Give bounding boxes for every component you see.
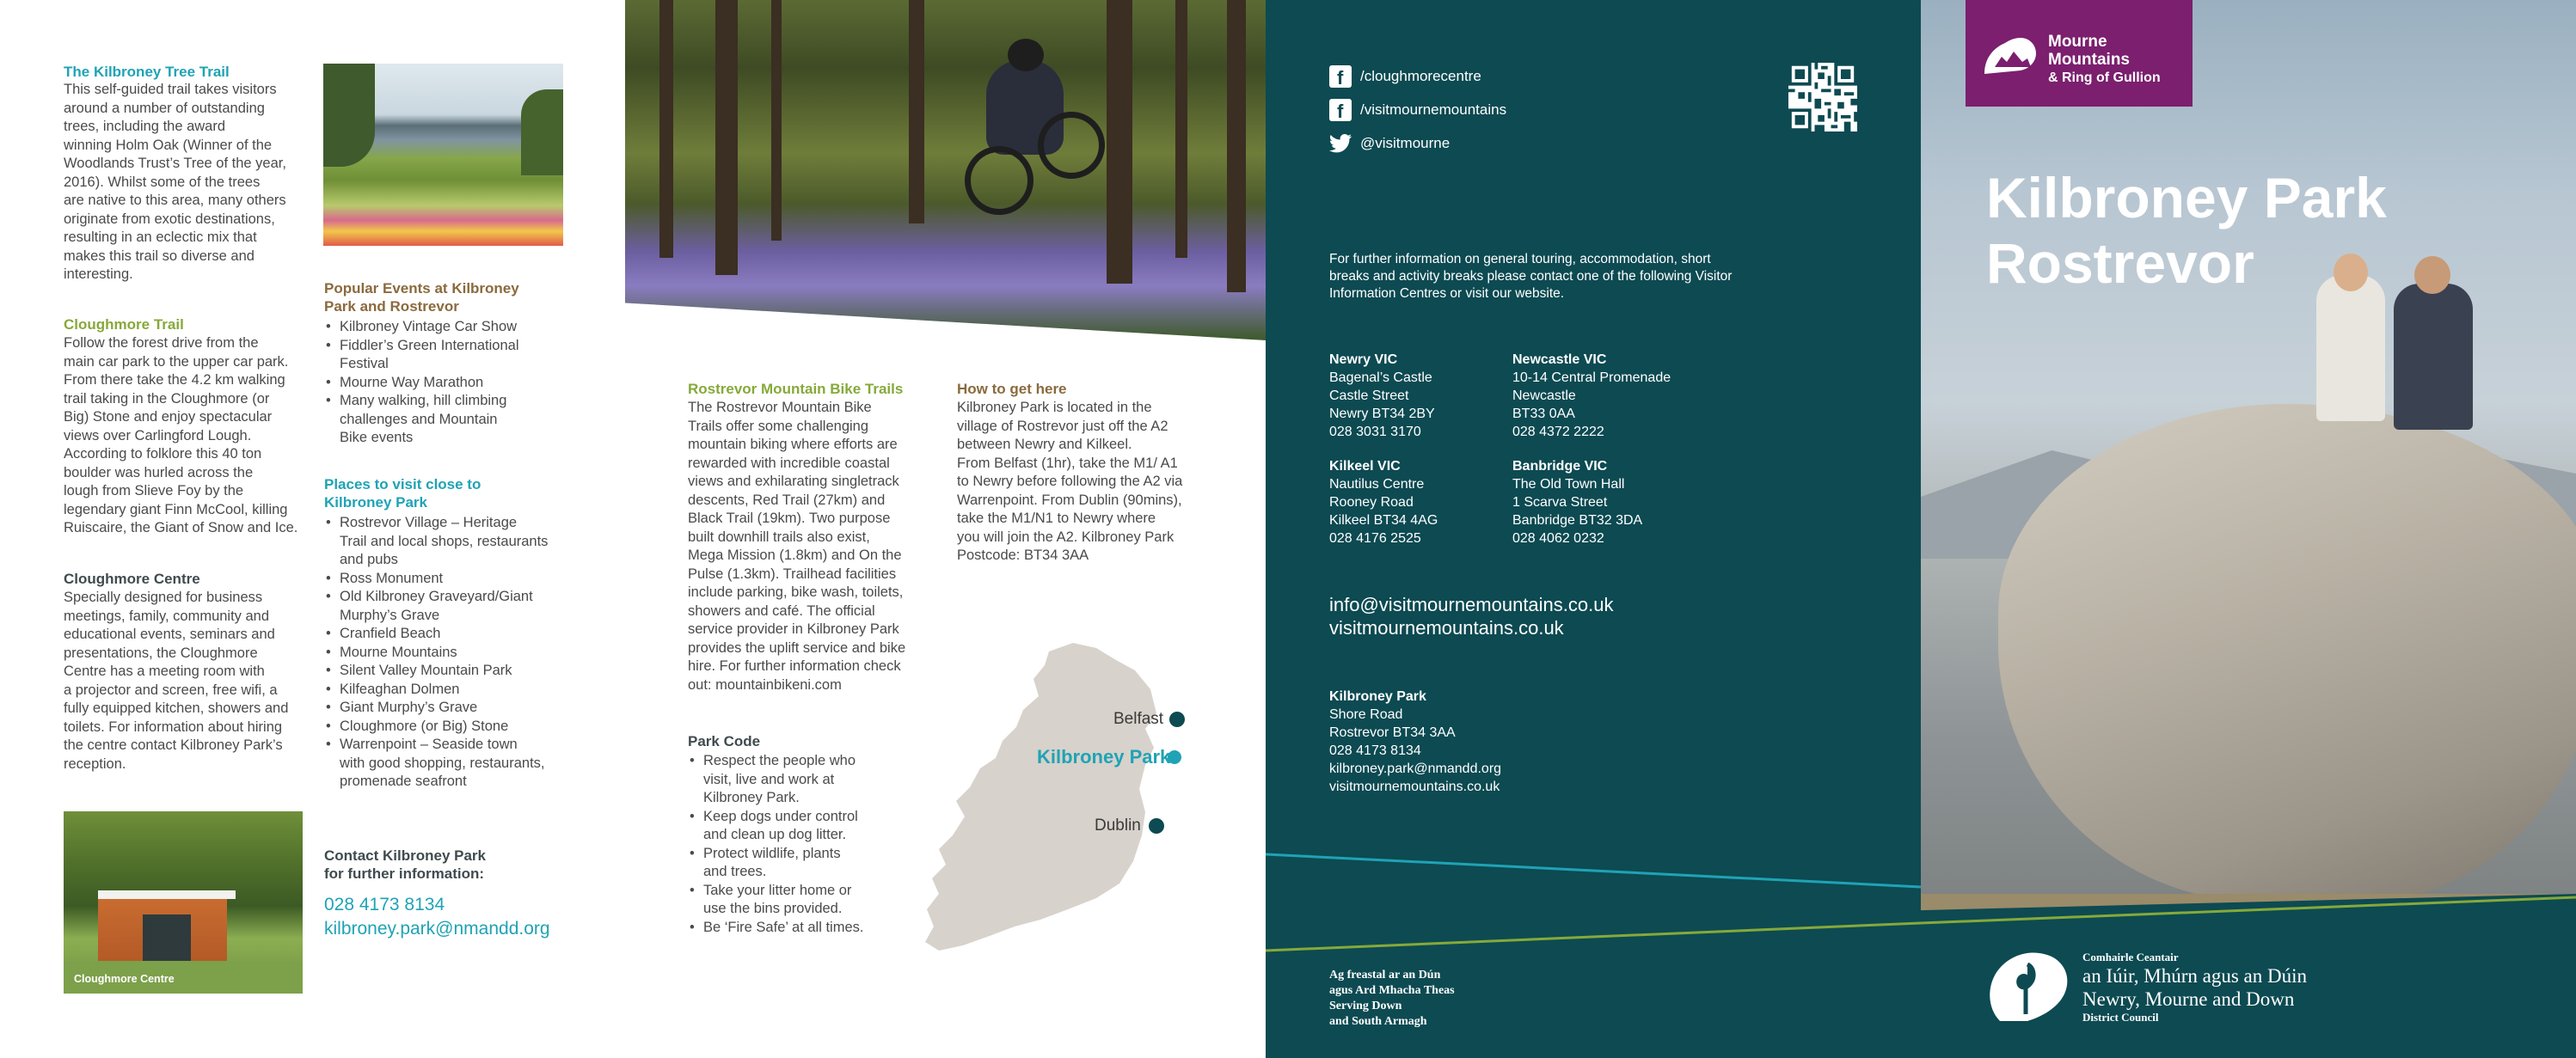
vic-newcastle: Newcastle VIC 10-14 Central Promenade Newcastle BT33 0AA 028 4372 2222 bbox=[1512, 352, 1671, 439]
council-logo-icon bbox=[1983, 944, 2072, 1026]
directions-heading: How to get here bbox=[957, 381, 1067, 397]
mountains-logo-icon bbox=[1983, 33, 2038, 77]
lake-garden-photo bbox=[323, 64, 563, 246]
list-item: • Kilfeaghan Dolmen bbox=[324, 681, 573, 700]
bike-trails-heading: Rostrevor Mountain Bike Trails bbox=[688, 381, 904, 397]
list-item: • Cranfield Beach bbox=[324, 625, 573, 644]
vic-kilkeel: Kilkeel VIC Nautilus Centre Rooney Road Kilkeel BT34 4AG 028 4176 2525 bbox=[1329, 459, 1438, 546]
list-item: • Many walking, hill climbing challenges and Mountain Bike events bbox=[324, 392, 565, 448]
vic-intro: For further information on general touring, accommodation, short breaks and activity breaks please contact one of the following Visitor Information Centres or visit our website. bbox=[1329, 252, 1733, 301]
panel-cover bbox=[1921, 0, 2576, 1058]
list-item: • Mourne Mountains bbox=[324, 644, 573, 663]
list-item: • Rostrevor Village – Heritage Trail and local shops, restaurants and pubs bbox=[324, 514, 573, 570]
vic-email-link[interactable]: info@visitmournemountains.co.uk bbox=[1329, 594, 1614, 615]
cloughmore-centre-text: Specially designed for business meetings, family, community and educational events, seminars and presentations, the Cloughmore Centre has a meeting room with a projector and screen, free wifi, a fully equipped kitchen, showers and toilets. For information about hiring the centre contact Kilbroney Park’s reception. bbox=[64, 590, 289, 772]
directions-text: Kilbroney Park is located in the village of Rostrevor just off the A2 between Newry and Kilkeel. From Belfast (1hr), take the M1/ A1 to Newry before following the A2 via Warrenpoint. From Dublin (90mins), take the M1/N1 to Newry where you will join the A2. Kilbroney Park Postcode: BT34 3AA bbox=[957, 400, 1183, 563]
social-visitmourne-facebook[interactable]: /visitmournemountains bbox=[1360, 101, 1507, 118]
facebook-icon[interactable]: f bbox=[1329, 99, 1352, 121]
cloughmore-centre-photo bbox=[64, 811, 303, 994]
list-item: • Protect wildlife, plants and trees. bbox=[688, 845, 886, 882]
cloughmore-centre-heading: Cloughmore Centre bbox=[64, 571, 200, 587]
social-twitter[interactable]: @visitmourne bbox=[1360, 135, 1451, 151]
vic-banbridge: Banbridge VIC The Old Town Hall 1 Scarva Street Banbridge BT32 3DA 028 4062 0232 bbox=[1512, 459, 1643, 546]
twitter-icon[interactable] bbox=[1329, 134, 1352, 153]
bike-trails-text: The Rostrevor Mountain Bike Trails offer some challenging mountain biking where efforts are rewarded with incredible coastal views and exhilarating singletrack descents, Red Trail (27km) and Black Trail (19km). Two purpose built downhill trails also exist, Mega Mission (1.8km) and On the Pulse (1.3km). Trailhead facilities include parking, bike wash, toilets, showers and café. The official service provider in Kilbroney Park provides the uplift service and bike hire. For further information check out: mountainbikeni.com bbox=[688, 400, 906, 693]
list-item: • Take your litter home or use the bins provided. bbox=[688, 882, 886, 919]
contact-phone[interactable]: 028 4173 8134 bbox=[324, 895, 445, 914]
person-shape bbox=[2316, 275, 2385, 421]
person-shape bbox=[2394, 284, 2473, 430]
list-item: • Respect the people who visit, live and work at Kilbroney Park. bbox=[688, 752, 886, 808]
tree-trail-heading: The Kilbroney Tree Trail bbox=[64, 64, 230, 80]
mountain-bike-photo bbox=[625, 0, 1266, 340]
kilbroney-park-address: Kilbroney Park Shore Road Rostrevor BT34 3AA 028 4173 8134 kilbroney.park@nmandd.org visitmournemountains.co.uk bbox=[1329, 689, 1502, 794]
ireland-outline bbox=[925, 643, 1156, 951]
dublin-marker bbox=[1149, 818, 1164, 834]
places-list bbox=[324, 514, 573, 792]
list-item: • Kilbroney Vintage Car Show bbox=[324, 318, 565, 337]
list-item: • Silent Valley Mountain Park bbox=[324, 662, 573, 681]
list-item: • Mourne Way Marathon bbox=[324, 374, 565, 393]
mourne-logo bbox=[1966, 0, 2193, 107]
vic-newry: Newry VIC Bagenal’s Castle Castle Street Newry BT34 2BY 028 3031 3170 bbox=[1329, 352, 1435, 439]
list-item: • Fiddler’s Green International Festival bbox=[324, 337, 565, 374]
social-cloughmore[interactable]: /cloughmorecentre bbox=[1360, 68, 1481, 84]
places-heading: Places to visit close to Kilbroney Park bbox=[324, 476, 481, 511]
events-list bbox=[324, 318, 565, 448]
list-item: • Keep dogs under control and clean up dog litter. bbox=[688, 808, 886, 845]
ireland-map bbox=[920, 636, 1212, 971]
tree-trail-text: This self-guided trail takes visitors around a number of outstanding trees, including the award winning Holm Oak (Winner of the Woodlands Trust’s Tree of the year, 2016). Whilst some of the trees are native to this area, many others originate from exotic destinations, resulting in an eclectic mix that makes this trail so diverse and interesting. bbox=[64, 82, 286, 282]
panel-contact-dark bbox=[1266, 0, 1921, 1058]
map-label-dublin: Dublin bbox=[1095, 816, 1141, 835]
qr-code[interactable] bbox=[1788, 63, 1857, 131]
list-item: • Warrenpoint – Seaside town with good shopping, restaurants, promenade seafront bbox=[324, 736, 573, 792]
park-code-list bbox=[688, 752, 886, 937]
map-label-belfast: Belfast bbox=[1113, 710, 1164, 728]
cloughmore-trail-heading: Cloughmore Trail bbox=[64, 316, 184, 333]
list-item: • Be ‘Fire Safe’ at all times. bbox=[688, 919, 886, 938]
belfast-marker bbox=[1169, 712, 1185, 727]
contact-email-link[interactable]: kilbroney.park@nmandd.org bbox=[324, 919, 550, 939]
vic-website-link[interactable]: visitmournemountains.co.uk bbox=[1329, 617, 1564, 639]
council-name: Comhairle Ceantair an Iúir, Mhúrn agus an Dúin Newry, Mourne and Down District Council bbox=[2082, 951, 2307, 1024]
contact-heading: Contact Kilbroney Park for further information: bbox=[324, 847, 486, 882]
park-code-heading: Park Code bbox=[688, 733, 761, 749]
facebook-icon[interactable]: f bbox=[1329, 65, 1352, 88]
map-label-kilbroney: Kilbroney Park bbox=[1037, 746, 1171, 768]
serving-statement: Ag freastal ar an Dún agus Ard Mhacha Theas Serving Down and South Armagh bbox=[1329, 969, 1455, 1028]
mourne-logo-text: Mourne Mountains & Ring of Gullion bbox=[2048, 33, 2161, 85]
list-item: • Old Kilbroney Graveyard/Giant Murphy’s Grave bbox=[324, 588, 573, 625]
list-item: • Giant Murphy’s Grave bbox=[324, 699, 573, 718]
list-item: • Cloughmore (or Big) Stone bbox=[324, 718, 573, 737]
list-item: • Ross Monument bbox=[324, 570, 573, 589]
events-heading: Popular Events at Kilbroney Park and Rostrevor bbox=[324, 280, 519, 315]
cover-title: Kilbroney Park Rostrevor bbox=[1986, 166, 2387, 295]
cloughmore-trail-text: Follow the forest drive from the main car park to the upper car park. From there take the 4.2 km walking trail taking in the Cloughmore (or Big) Stone and enjoy spectacular views over Carlingford Lough. According to folklore this 40 ton boulder was hurled across the lough from Slieve Foy by the legendary giant Finn McCool, killing Ruiscaire, the Giant of Snow and Ice. bbox=[64, 335, 298, 535]
cloughmore-stone bbox=[1998, 404, 2576, 902]
photo-caption: Cloughmore Centre bbox=[74, 973, 175, 985]
